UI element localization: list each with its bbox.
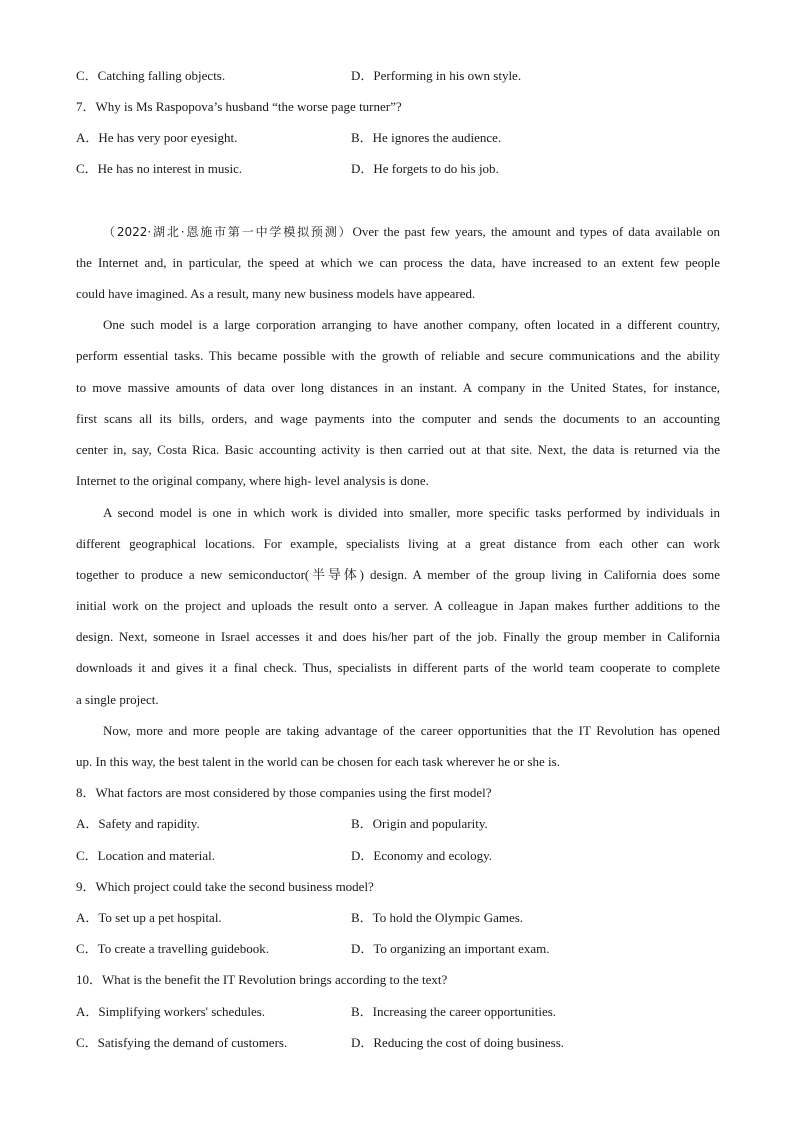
option-text: To hold the Olympic Games.: [372, 910, 524, 925]
option-label: B．: [351, 130, 373, 145]
option-text: To organizing an important exam.: [373, 941, 550, 956]
q7-stem: 7．Why is Ms Raspopova’s husband “the worse page turner”?: [76, 99, 402, 114]
option-label: C．: [76, 848, 98, 863]
option-label: D．: [351, 161, 374, 176]
q7-option-b: [351, 130, 501, 146]
q9-option-b: [351, 910, 523, 926]
option-label: B．: [351, 816, 373, 831]
passage-p3-line-6: downloads it and gives it a final check. Thus, specialists in different parts of the world team cooperate to complete: [76, 660, 720, 675]
passage-p3-line-4: initial work on the project and uploads the result onto a server. A colleague in Japan makes further additions to the: [76, 598, 720, 613]
option-label: D．: [351, 1035, 374, 1050]
passage-p3-line-2: different geographical locations. For example, specialists living at a great distance from each other can work: [76, 536, 720, 551]
passage-p2-line-4: first scans all its bills, orders, and wage payments into the computer and sends the documents to an accounting: [76, 411, 720, 426]
option-label: C．: [76, 1035, 98, 1050]
passage-p4-line-2: up. In this way, the best talent in the world can be chosen for each task wherever he or she is.: [76, 754, 560, 769]
option-label: A．: [76, 130, 99, 145]
q7-option-d: [351, 161, 499, 177]
passage-p1-line-2: the Internet and, in particular, the speed at which we can process the data, have increased to an extent few people: [76, 255, 720, 270]
q8-option-a: [76, 816, 200, 832]
option-label: B．: [351, 1004, 373, 1019]
option-label: A．: [76, 910, 99, 925]
option-label: A．: [76, 816, 99, 831]
q10-option-a: [76, 1004, 265, 1020]
passage-p2-line-1: One such model is a large corporation arranging to have another company, often located in a different country,: [103, 317, 720, 332]
q9-stem: 9．Which project could take the second business model?: [76, 879, 374, 894]
option-label: D．: [351, 941, 374, 956]
q8-option-b: [351, 816, 488, 832]
passage-p4-line-1: Now, more and more people are taking advantage of the career opportunities that the IT Revolution has opened: [103, 723, 720, 738]
q8-stem: 8．What factors are most considered by those companies using the first model?: [76, 785, 492, 800]
option-text: Origin and popularity.: [372, 816, 488, 831]
q8-option-d: [351, 848, 492, 864]
option-text: He ignores the audience.: [372, 130, 502, 145]
option-label: C．: [76, 161, 98, 176]
q6-option-d: [351, 68, 521, 84]
option-label: D．: [351, 68, 374, 83]
passage-p2-line-2: perform essential tasks. This became possible with the growth of reliable and secure communications and the ability: [76, 348, 720, 363]
option-text: Satisfying the demand of customers.: [97, 1035, 288, 1050]
q10-option-d: [351, 1035, 564, 1051]
q9-option-a: [76, 910, 222, 926]
option-text: He forgets to do his job.: [373, 161, 499, 176]
passage-text: Over the past few years, the amount and types of data available on: [352, 224, 720, 239]
passage-p3-line-7: a single project.: [76, 692, 159, 707]
option-label: B．: [351, 910, 373, 925]
passage-p1-line-3: could have imagined. As a result, many new business models have appeared.: [76, 286, 476, 301]
q10-stem: 10．What is the benefit the IT Revolution brings according to the text?: [76, 972, 448, 987]
option-label: D．: [351, 848, 374, 863]
option-label: C．: [76, 941, 98, 956]
q7-option-a: [76, 130, 237, 146]
passage-p3-line-3: together to produce a new semiconductor(半导体) design. A member of the group living in California does some: [76, 567, 720, 582]
passage-p2-line-5: center in, say, Costa Rica. Basic accounting activity is then carried out at that site. Next, the data is returned via the: [76, 442, 720, 457]
option-text: He has no interest in music.: [97, 161, 243, 176]
q6-option-c: [76, 68, 225, 84]
passage-p3-line-5: design. Next, someone in Israel accesses it and does his/her part of the job. Finally the group member in California: [76, 629, 720, 644]
option-text: Simplifying workers' schedules.: [98, 1004, 266, 1019]
option-label: C．: [76, 68, 98, 83]
option-text: Location and material.: [97, 848, 215, 863]
option-text: Reducing the cost of doing business.: [373, 1035, 565, 1050]
passage-source: （2022·湖北·恩施市第一中学模拟预测）: [103, 225, 353, 239]
option-text: Safety and rapidity.: [98, 816, 200, 831]
q10-option-c: [76, 1035, 287, 1051]
option-text: To set up a pet hospital.: [98, 910, 222, 925]
passage-p2-line-3: to move massive amounts of data over long distances in an instant. A company in the United States, for instance,: [76, 380, 720, 395]
option-text: Economy and ecology.: [373, 848, 493, 863]
q9-option-d: [351, 941, 550, 957]
option-text: To create a travelling guidebook.: [97, 941, 269, 956]
q10-option-b: [351, 1004, 556, 1020]
option-text: Catching falling objects.: [97, 68, 226, 83]
option-text: Increasing the career opportunities.: [372, 1004, 557, 1019]
option-label: A．: [76, 1004, 99, 1019]
passage-p2-line-6: Internet to the original company, where high- level analysis is done.: [76, 473, 429, 488]
q9-option-c: [76, 941, 269, 957]
passage-p3-line-1: A second model is one in which work is divided into smaller, more specific tasks performed by individuals in: [103, 505, 720, 520]
option-text: Performing in his own style.: [373, 68, 522, 83]
option-text: He has very poor eyesight.: [98, 130, 238, 145]
q8-option-c: [76, 848, 215, 864]
passage-p1-line-1: [76, 224, 720, 240]
q7-option-c: [76, 161, 242, 177]
